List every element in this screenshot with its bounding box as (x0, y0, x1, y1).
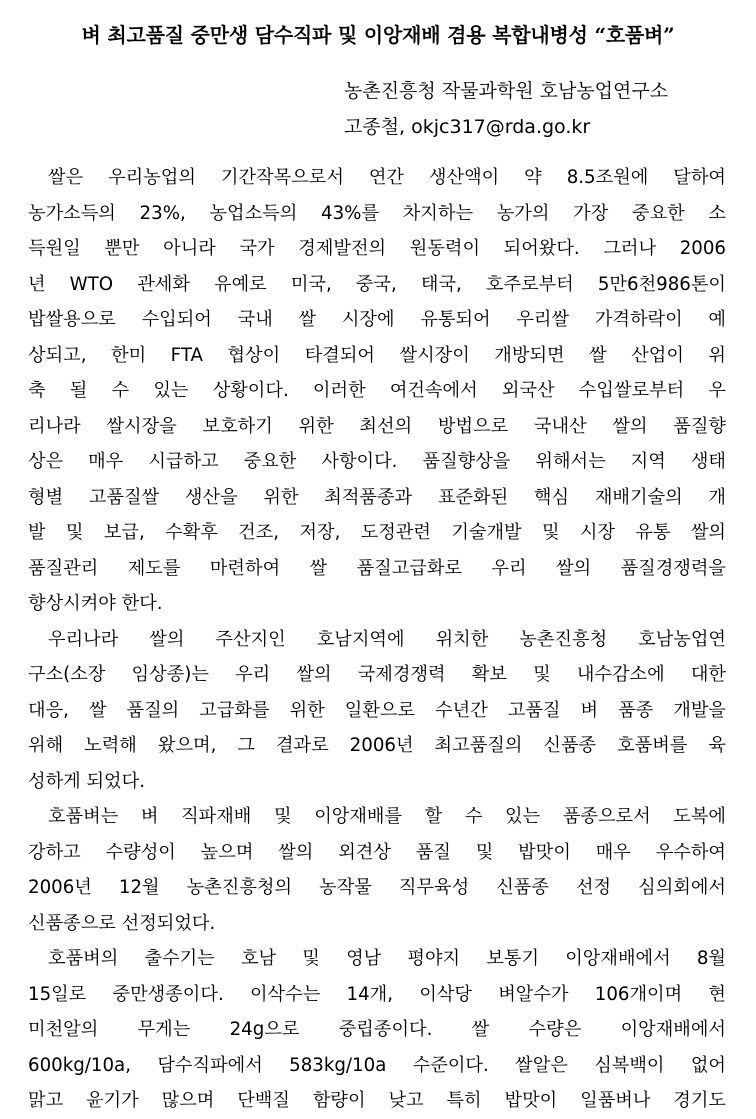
body-line: 상되고, 한미 FTA 협상이 타결되어 쌀시장이 개방되면 쌀 산업이 위 (28, 344, 726, 366)
body-line: 호품벼는 벼 직파재배 및 이앙재배를 할 수 있는 품종으로서 도복에 (48, 806, 726, 827)
body-line: 년 WTO 관세화 유예로 미국, 중국, 태국, 호주로부터 5만6천986톤이 (28, 273, 726, 295)
body-line: 15일로 중만생종이다. 이삭수는 14개, 이삭당 벼알수가 106개이며 현 (28, 983, 726, 1005)
author-contact: 고종철, okjc317@rda.go.kr (344, 116, 591, 138)
article-title: 벼 최고품질 중만생 담수직파 및 이앙재배 겸용 복합내병성 “호품벼” (81, 23, 675, 47)
body-line: 강하고 수량성이 높으며 쌀의 외견상 품질 및 밥맛이 매우 우수하여 (28, 841, 726, 863)
body-line: 대응, 쌀 품질의 고급화를 위한 일환으로 수년간 고품질 벼 품종 개발을 (28, 699, 726, 721)
body-line: 위해 노력해 왔으며, 그 결과로 2006년 최고품질의 신품종 호품벼를 육 (28, 735, 726, 756)
body-line: 밥쌀용으로 수입되어 국내 쌀 시장에 유통되어 우리쌀 가격하락이 예 (28, 309, 726, 330)
body-line: 구소(소장 임상종)는 우리 쌀의 국제경쟁력 확보 및 내수감소에 대한 (28, 664, 726, 685)
body-line: 농가소득의 23%, 농업소득의 43%를 차지하는 농가의 가장 중요한 소 (28, 202, 726, 224)
body-line: 쌀은 우리농업의 기간작목으로서 연간 생산액이 약 8.5조원에 달하여 (48, 167, 726, 188)
body-line: 미천알의 무게는 24g으로 중립종이다. 쌀 수량은 이앙재배에서 (28, 1019, 726, 1040)
author-organization: 농촌진흥청 작물과학원 호남농업연구소 (344, 80, 669, 102)
body-line: 형별 고품질쌀 생산을 위한 최적품종과 표준화된 핵심 재배기술의 개 (28, 486, 726, 508)
body-line: 발 및 보급, 수확후 건조, 저장, 도정관련 기술개발 및 시장 유통 쌀의 (28, 522, 726, 543)
body-line: 600kg/10a, 담수직파에서 583kg/10a 수준이다. 쌀알은 심복백이 없어 (28, 1054, 726, 1076)
body-line: 품질관리 제도를 마련하여 쌀 품질고급화로 우리 쌀의 품질경쟁력을 (28, 557, 726, 579)
body-line: 맑고 윤기가 많으며 단백질 함량이 낮고 특히 밥맛이 일품벼나 경기도 (28, 1090, 726, 1111)
article-body (28, 160, 726, 1119)
body-line: 성하게 되었다. (28, 770, 145, 792)
body-line: 신품종으로 선정되었다. (28, 912, 216, 934)
body-line: 리나라 쌀시장을 보호하기 위한 최선의 방법으로 국내산 쌀의 품질향 (28, 415, 726, 437)
body-line: 상은 매우 시급하고 중요한 사항이다. 품질향상을 위해서는 지역 생태 (28, 451, 726, 472)
body-line: 호품벼의 출수기는 호남 및 영남 평야지 보통기 이앙재배에서 8월 (48, 948, 726, 969)
body-line: 2006년 12월 농촌진흥청의 농작물 직무육성 신품종 선정 심의회에서 (28, 877, 726, 898)
body-line: 득원일 뿐만 아니라 국가 경제발전의 원동력이 되어왔다. 그러나 2006 (28, 238, 726, 259)
body-line: 우리나라 쌀의 주산지인 호남지역에 위치한 농촌진흥청 호남농업연 (48, 628, 726, 650)
body-line: 향상시켜야 한다. (28, 593, 163, 614)
body-line: 축 될 수 있는 상황이다. 이러한 여건속에서 외국산 수입쌀로부터 우 (28, 380, 726, 401)
